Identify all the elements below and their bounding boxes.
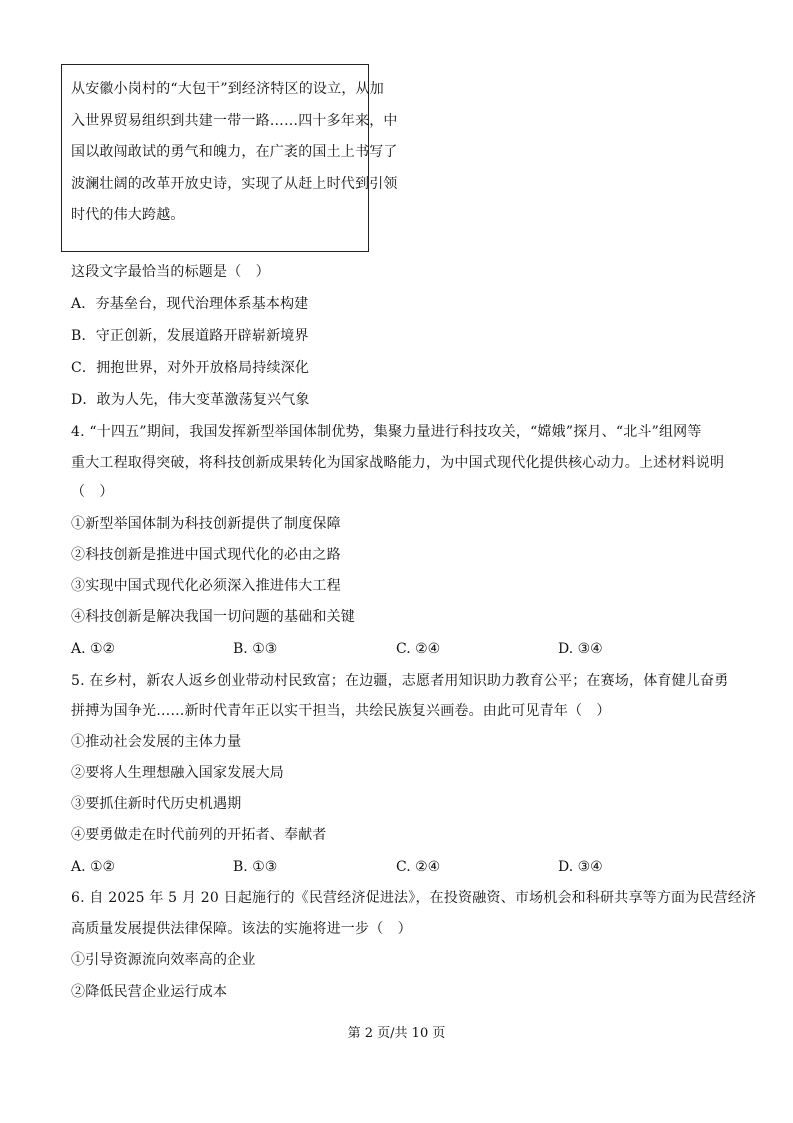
- q5-choice-b[interactable]: B. ①③: [233, 859, 278, 875]
- q6-stem-line: 高质量发展提供法律保障。该法的实施将进一步（ ）: [71, 921, 412, 937]
- q4-choice-a[interactable]: A. ①②: [71, 641, 116, 657]
- q3-option-b[interactable]: B．守正创新，发展道路开辟崭新境界: [71, 328, 309, 344]
- q5-choice-a[interactable]: A. ①②: [71, 859, 116, 875]
- q4-statement-4: ④科技创新是解决我国一切问题的基础和关键: [71, 609, 355, 625]
- q3-stem: 这段文字最恰当的标题是（ ）: [71, 264, 270, 280]
- passage-line: 时代的伟大跨越。: [71, 207, 185, 223]
- q4-stem-line: 重大工程取得突破，将科技创新成果转化为国家战略能力，为中国式现代化提供核心动力。上述材料说明: [71, 455, 725, 471]
- q5-statement-3: ③要抓住新时代历史机遇期: [71, 796, 242, 812]
- passage-line: 从安徽小岗村的“大包干”到经济特区的设立，从加: [71, 81, 384, 97]
- q6-statement-2: ②降低民营企业运行成本: [71, 984, 228, 1000]
- passage-line: 入世界贸易组织到共建一带一路……四十多年来，中: [71, 112, 398, 129]
- q6-statement-1: ①引导资源流向效率高的企业: [71, 952, 256, 968]
- q4-choice-d[interactable]: D. ③④: [558, 641, 603, 657]
- q5-stem-line: 拼搏为国争光……新时代青年正以实干担当，共绘民族复兴画卷。由此可见青年（ ）: [71, 703, 611, 719]
- q5-statement-2: ②要将人生理想融入国家发展大局: [71, 765, 284, 781]
- q4-statement-3: ③实现中国式现代化必须深入推进伟大工程: [71, 578, 341, 594]
- q3-option-a[interactable]: A．夯基垒台，现代治理体系基本构建: [71, 296, 309, 312]
- q5-stem-line: 5. 在乡村，新农人返乡创业带动村民致富；在边疆，志愿者用知识助力教育公平；在赛场，体育健儿奋勇: [71, 673, 729, 689]
- q4-stem-line: （ ）: [71, 484, 114, 500]
- passage-line: 波澜壮阔的改革开放史诗，实现了从赶上时代到引领: [71, 175, 398, 192]
- q5-statement-1: ①推动社会发展的主体力量: [71, 734, 242, 750]
- q4-choice-b[interactable]: B. ①③: [233, 641, 278, 657]
- q4-statement-2: ②科技创新是推进中国式现代化的必由之路: [71, 547, 341, 563]
- passage-line: 国以敢闯敢试的勇气和魄力，在广袤的国土上书写了: [71, 144, 398, 160]
- q5-statement-4: ④要勇做走在时代前列的开拓者、奉献者: [71, 827, 327, 843]
- q5-choice-d[interactable]: D. ③④: [558, 859, 603, 875]
- q6-stem-line: 6. 自 2025 年 5 月 20 日起施行的《民营经济促进法》，在投资融资、市场机会和科研共享等方面为民营经济: [71, 890, 757, 906]
- page-number: 第 2 页/共 10 页: [347, 1026, 446, 1041]
- passage-box: [61, 64, 398, 252]
- q5-choice-c[interactable]: C. ②④: [396, 859, 441, 875]
- q3-option-c[interactable]: C．拥抱世界，对外开放格局持续深化: [71, 360, 310, 376]
- q4-choice-c[interactable]: C. ②④: [396, 641, 441, 657]
- q4-stem-line: 4. “十四五”期间，我国发挥新型举国体制优势，集聚力量进行科技攻关，“嫦娥”探月、“北斗”组网等: [71, 424, 702, 440]
- q4-statement-1: ①新型举国体制为科技创新提供了制度保障: [71, 516, 341, 532]
- q3-option-d[interactable]: D．敢为人先，伟大变革激荡复兴气象: [71, 392, 310, 408]
